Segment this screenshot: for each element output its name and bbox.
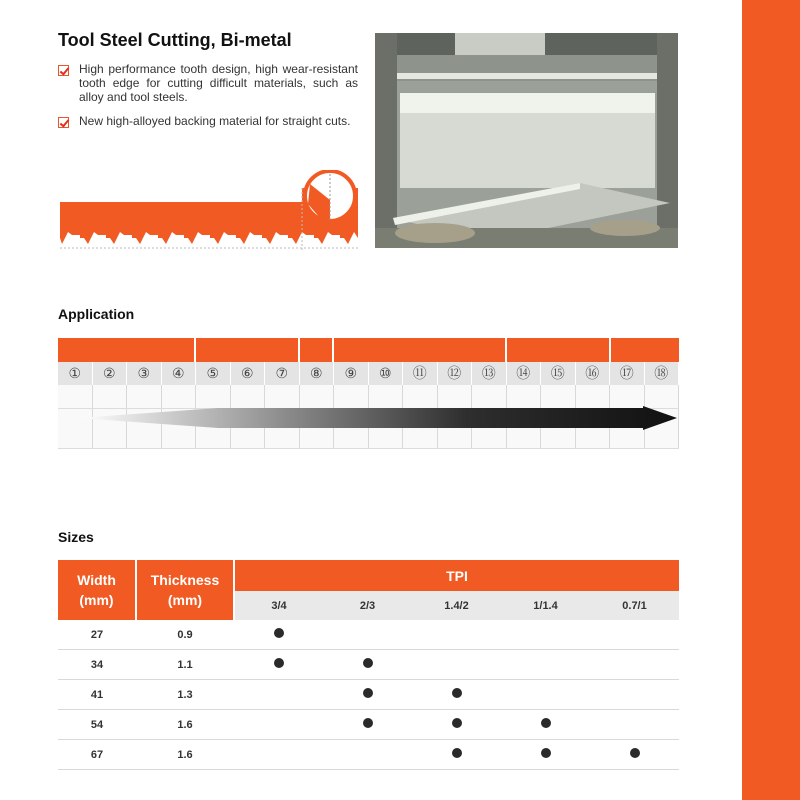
tpi-cell: [590, 650, 679, 680]
application-number: ⑦: [265, 362, 300, 385]
application-number: ④: [162, 362, 197, 385]
tpi-header: TPI: [234, 560, 679, 591]
availability-dot-icon: [452, 718, 462, 728]
availability-dot-icon: [363, 718, 373, 728]
thickness-cell: 1.6: [136, 740, 234, 770]
availability-dot-icon: [452, 688, 462, 698]
thickness-cell: 1.3: [136, 680, 234, 710]
feature-text: High performance tooth design, high wear-resistant tooth edge for cutting difficult materials, such as alloy and tool steels.: [79, 62, 358, 104]
feature-text: New high-alloyed backing material for straight cuts.: [79, 114, 351, 128]
availability-dot-icon: [363, 658, 373, 668]
width-header: Width (mm): [58, 560, 136, 620]
thickness-cell: 1.1: [136, 650, 234, 680]
tpi-cell: [501, 710, 590, 740]
table-row: [58, 710, 679, 740]
application-number: ①: [58, 362, 93, 385]
table-row: [58, 740, 679, 770]
tpi-column-header: 1.4/2: [412, 591, 501, 620]
tpi-cell: [323, 740, 412, 770]
tpi-cell: [501, 740, 590, 770]
thickness-cell: 1.6: [136, 710, 234, 740]
availability-dot-icon: [630, 748, 640, 758]
tpi-cell: [501, 620, 590, 650]
page-title: Tool Steel Cutting, Bi-metal: [58, 30, 292, 50]
tpi-cell: [590, 620, 679, 650]
width-cell: 67: [58, 740, 136, 770]
application-number: ②: [93, 362, 128, 385]
application-number: ⑬: [472, 362, 507, 385]
side-accent-bar: [742, 0, 800, 800]
tpi-cell: [323, 650, 412, 680]
width-cell: 27: [58, 620, 136, 650]
table-row: [58, 650, 679, 680]
application-number: ⑥: [231, 362, 266, 385]
width-cell: 41: [58, 680, 136, 710]
application-number: ⑨: [334, 362, 369, 385]
width-cell: 54: [58, 710, 136, 740]
feature-item: [58, 62, 358, 104]
application-number: ⑯: [576, 362, 611, 385]
application-number: ⑭: [507, 362, 542, 385]
tpi-cell: [412, 710, 501, 740]
thickness-header: Thickness (mm): [136, 560, 234, 620]
availability-dot-icon: [541, 718, 551, 728]
tpi-cell: [323, 620, 412, 650]
application-title: Application: [58, 306, 135, 322]
tpi-cell: [234, 620, 323, 650]
availability-dot-icon: [274, 658, 284, 668]
tpi-cell: [323, 710, 412, 740]
application-number: ⑩: [369, 362, 404, 385]
blade-profile-illustration: [58, 170, 363, 255]
application-number: ⑰: [610, 362, 645, 385]
tpi-column-header: 2/3: [323, 591, 412, 620]
application-number: ⑮: [541, 362, 576, 385]
application-number: ③: [127, 362, 162, 385]
checkbox-icon: [58, 117, 69, 128]
application-number: ⑱: [645, 362, 680, 385]
table-row: [58, 620, 679, 650]
bandsaw-photo: [375, 33, 678, 248]
tpi-column-header: 1/1.4: [501, 591, 590, 620]
application-number: ⑧: [300, 362, 335, 385]
tpi-cell: [323, 680, 412, 710]
application-range-arrow: [58, 338, 679, 449]
sizes-table: [58, 560, 679, 770]
availability-dot-icon: [274, 628, 284, 638]
application-number: ⑪: [403, 362, 438, 385]
availability-dot-icon: [541, 748, 551, 758]
tpi-cell: [590, 710, 679, 740]
tpi-cell: [234, 650, 323, 680]
width-cell: 34: [58, 650, 136, 680]
tpi-column-header: 3/4: [234, 591, 323, 620]
table-row: [58, 680, 679, 710]
tpi-cell: [234, 680, 323, 710]
sizes-title: Sizes: [58, 529, 94, 545]
tpi-cell: [412, 740, 501, 770]
tpi-cell: [412, 680, 501, 710]
tpi-cell: [234, 710, 323, 740]
tpi-column-header: 0.7/1: [590, 591, 679, 620]
application-number: ⑫: [438, 362, 473, 385]
feature-item: [58, 114, 358, 128]
tpi-cell: [412, 620, 501, 650]
tpi-cell: [590, 740, 679, 770]
tpi-cell: [501, 680, 590, 710]
feature-list: [58, 62, 358, 138]
tpi-cell: [412, 650, 501, 680]
thickness-cell: 0.9: [136, 620, 234, 650]
tpi-cell: [501, 650, 590, 680]
application-chart: [58, 338, 679, 449]
tpi-cell: [234, 740, 323, 770]
application-number: ⑤: [196, 362, 231, 385]
availability-dot-icon: [363, 688, 373, 698]
availability-dot-icon: [452, 748, 462, 758]
checkbox-icon: [58, 65, 69, 76]
tpi-cell: [590, 680, 679, 710]
